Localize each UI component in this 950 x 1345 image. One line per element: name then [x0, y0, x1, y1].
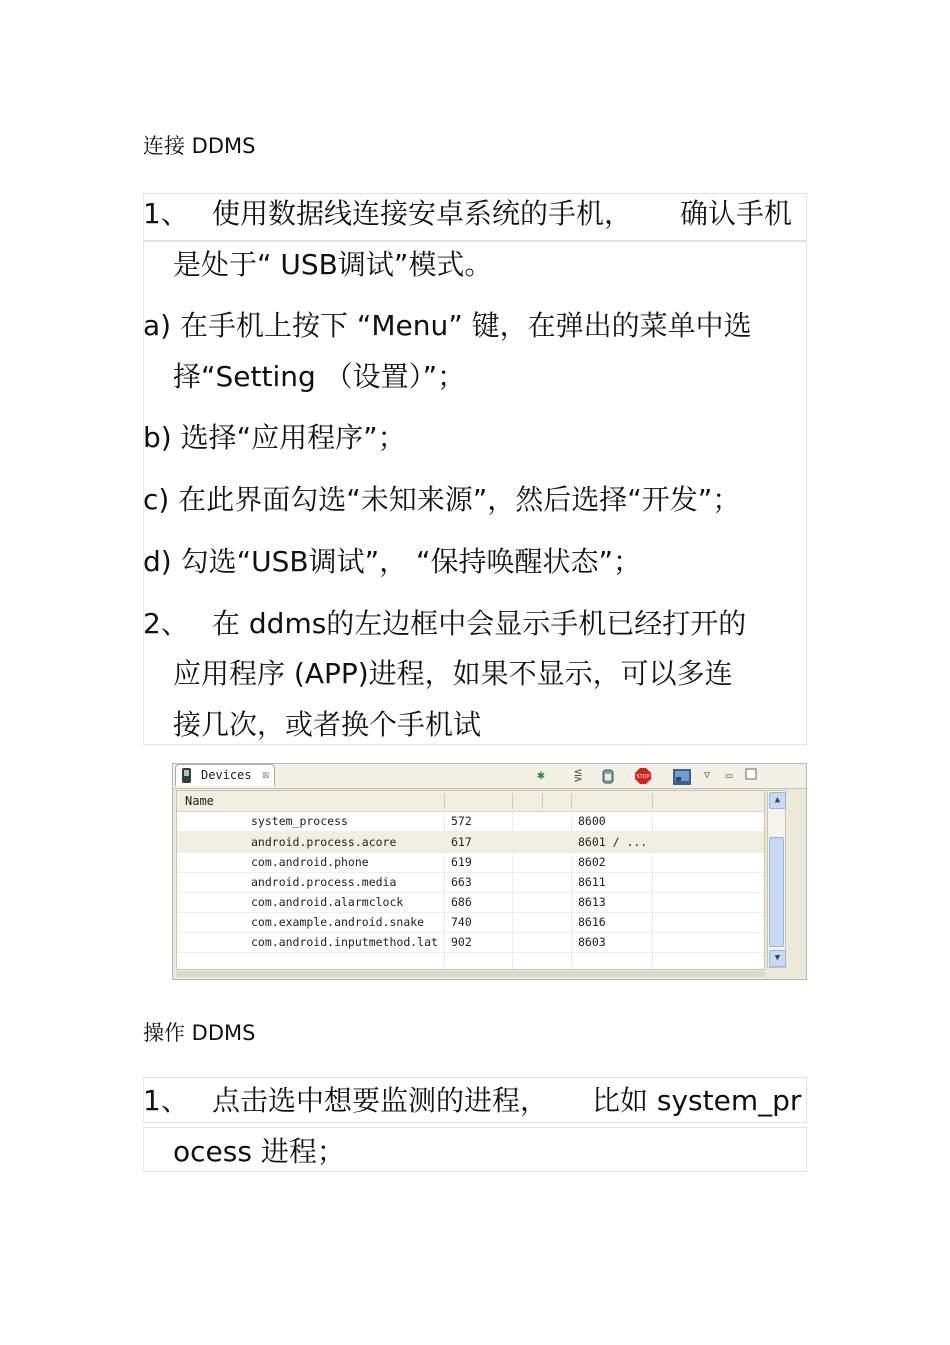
step2-number: 2、: [143, 607, 189, 640]
maximize-icon[interactable]: [743, 768, 759, 784]
process-table: [176, 790, 765, 970]
section-title-connect: 连接 DDMS: [143, 134, 256, 158]
column-name-header[interactable]: Name: [185, 794, 214, 808]
devices-tab-bar: [173, 764, 806, 789]
svg-text:STOP: STOP: [636, 774, 650, 780]
table-row[interactable]: [177, 811, 764, 832]
process-pid: 617: [451, 835, 472, 849]
step1-number: 1、: [143, 197, 189, 230]
process-name: android.process.acore: [251, 835, 397, 849]
devices-tab[interactable]: [175, 764, 275, 786]
process-pid: 572: [451, 814, 472, 828]
step1-text-a: 使用数据线连接安卓系统的手机，: [212, 197, 633, 230]
process-port: 8602: [578, 855, 606, 869]
table-row[interactable]: [177, 852, 764, 873]
column-separator: [571, 793, 572, 809]
process-port: 8600: [578, 814, 606, 828]
process-port: 8603: [578, 935, 606, 949]
column-separator: [444, 793, 445, 809]
process-name: com.android.phone: [251, 855, 369, 869]
op-step1-text-a: 点击选中想要监测的进程，: [212, 1084, 549, 1117]
table-row[interactable]: [177, 912, 764, 933]
process-name: android.process.media: [251, 875, 397, 889]
vertical-scrollbar[interactable]: [767, 790, 786, 968]
substep-a-line1: a) 在手机上按下 “Menu” 键，在弹出的菜单中选: [143, 309, 752, 342]
step2-line3: 接几次，或者换个手机试: [173, 708, 482, 741]
stop-icon[interactable]: [635, 768, 651, 784]
devices-panel: [172, 763, 807, 980]
process-pid: 902: [451, 935, 472, 949]
minimize-icon[interactable]: ▭: [725, 769, 733, 782]
process-port: 8611: [578, 875, 606, 889]
table-row[interactable]: [177, 932, 764, 953]
op-step1-text-b: 比如 system_pr: [592, 1084, 802, 1117]
process-pid: 740: [451, 915, 472, 929]
screen-capture-icon[interactable]: [673, 768, 689, 784]
table-row[interactable]: [177, 872, 764, 893]
process-pid: 686: [451, 895, 472, 909]
debug-bug-icon[interactable]: ✱: [537, 768, 545, 783]
process-port: 8601 / ...: [578, 835, 648, 849]
table-row[interactable]: [177, 892, 764, 913]
column-separator: [512, 793, 513, 809]
process-name: com.android.alarmclock: [251, 895, 404, 909]
process-name: system_process: [251, 814, 348, 828]
column-separator: [652, 793, 653, 809]
step2-line1: 在 ddms的左边框中会显示手机已经打开的: [212, 607, 747, 640]
process-pid: 619: [451, 855, 472, 869]
step1-text-line2: 是处于“ USB调试”模式。: [173, 248, 493, 281]
substep-a-line2: 择“Setting （设置）”；: [173, 360, 466, 393]
substep-b: b) 选择“应用程序”；: [143, 421, 406, 454]
column-separator: [542, 793, 543, 809]
process-pid: 663: [451, 875, 472, 889]
scroll-down-icon[interactable]: ▼: [769, 950, 786, 967]
process-port: 8613: [578, 895, 606, 909]
scroll-thumb[interactable]: [769, 837, 784, 947]
op-step1-text-line2: ocess 进程；: [173, 1135, 345, 1168]
horizontal-scrollbar[interactable]: [176, 971, 765, 977]
process-port: 8616: [578, 915, 606, 929]
step2-line2: 应用程序 (APP)进程，如果不显示，可以多连: [173, 657, 733, 690]
section-title-operate: 操作 DDMS: [143, 1021, 256, 1045]
process-name: com.android.inputmethod.lat: [251, 935, 438, 949]
phone-icon: [182, 768, 191, 783]
heap-icon[interactable]: [600, 768, 616, 784]
table-header: [177, 791, 764, 812]
op-step1-number: 1、: [143, 1084, 189, 1117]
devices-tab-label: Devices: [201, 768, 252, 782]
process-name: com.example.android.snake: [251, 915, 425, 929]
scroll-up-icon[interactable]: ▲: [769, 792, 786, 809]
close-icon[interactable]: ☒: [262, 767, 270, 781]
view-menu-icon[interactable]: ▽: [703, 770, 711, 781]
step1-text-b: 确认手机: [680, 197, 793, 230]
thread-icon[interactable]: ⋚: [574, 768, 582, 783]
substep-c: c) 在此界面勾选“未知来源”，然后选择“开发”；: [143, 483, 741, 516]
substep-d: d) 勾选“USB调试”， “保持唤醒状态”；: [143, 545, 641, 578]
table-row[interactable]: [177, 832, 764, 853]
